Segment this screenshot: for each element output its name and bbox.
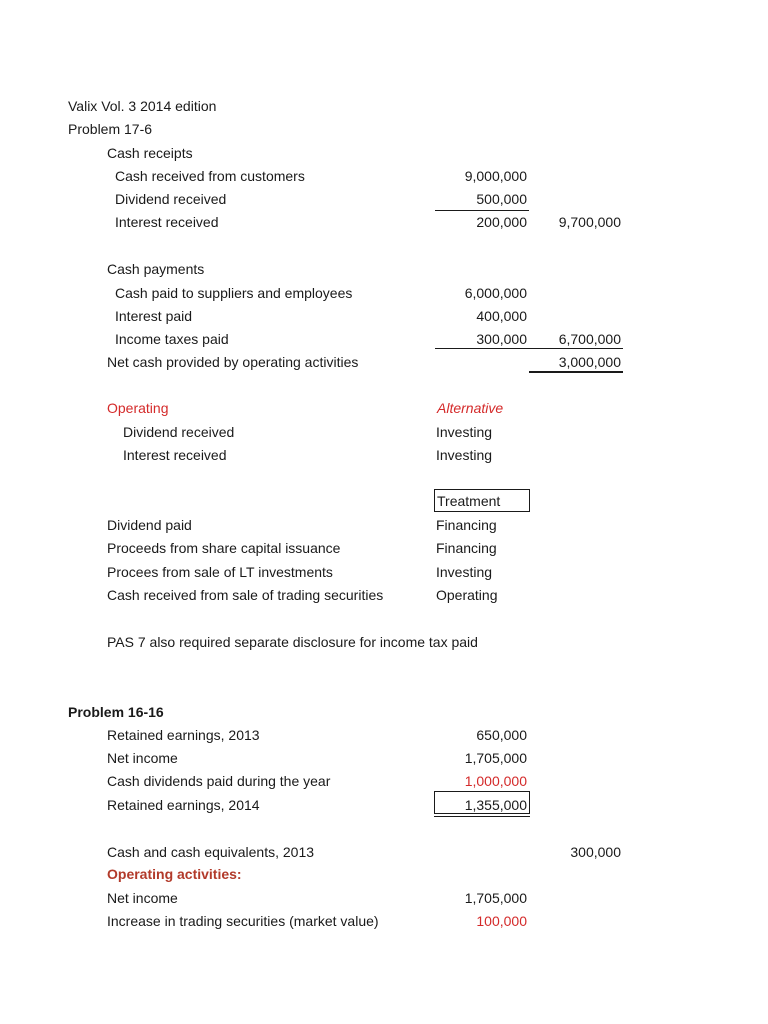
payments-total-rule (529, 348, 623, 349)
operating-heading: Operating (107, 400, 169, 416)
receipt-amount-dividend: 500,000 (476, 191, 527, 207)
re-amount-dividends: 1,000,000 (464, 773, 527, 789)
payment-amount-suppliers: 6,000,000 (464, 285, 527, 301)
payment-amount-taxes: 300,000 (476, 331, 527, 347)
op-amount-net-income: 1,705,000 (464, 890, 527, 906)
op-amount-trading-securities: 100,000 (476, 913, 527, 929)
re-label-dividends: Cash dividends paid during the year (107, 773, 331, 789)
payment-label-interest: Interest paid (115, 308, 193, 324)
problem-16-16-title: Problem 16-16 (68, 704, 164, 720)
pas7-note: PAS 7 also required separate disclosure for income tax paid (107, 634, 478, 650)
net-cash-rule (529, 371, 623, 373)
receipt-amount-customers: 9,000,000 (464, 168, 527, 184)
alternative-treatment-interest: Investing (436, 447, 493, 463)
re-label-net-income: Net income (107, 750, 178, 766)
treatment-label-trading-securities: Cash received from sale of trading securities (107, 587, 384, 603)
receipt-label-dividend: Dividend received (115, 191, 227, 207)
treatment-value-share-capital: Financing (436, 540, 497, 556)
treatment-heading: Treatment (437, 493, 501, 509)
operating-activities-heading: Operating activities: (107, 866, 242, 882)
re-label-2013: Retained earnings, 2013 (107, 727, 260, 743)
re-label-2014: Retained earnings, 2014 (107, 797, 260, 813)
net-cash-value: 3,000,000 (558, 354, 621, 370)
payment-label-taxes: Income taxes paid (115, 331, 229, 347)
payments-total: 6,700,000 (558, 331, 621, 347)
receipts-subtotal-rule (435, 210, 529, 211)
re-2014-double-rule (434, 816, 530, 817)
cash-equivalents-value: 300,000 (570, 844, 621, 860)
payment-label-suppliers: Cash paid to suppliers and employees (115, 285, 353, 301)
alternative-label-dividend: Dividend received (123, 424, 235, 440)
book-title: Valix Vol. 3 2014 edition (68, 98, 217, 114)
treatment-value-trading-securities: Operating (436, 587, 498, 603)
treatment-label-dividend-paid: Dividend paid (107, 517, 192, 533)
treatment-value-lt-investments: Investing (436, 564, 493, 580)
treatment-value-dividend-paid: Financing (436, 517, 497, 533)
re-amount-2013: 650,000 (476, 727, 527, 743)
treatment-label-lt-investments: Procees from sale of LT investments (107, 564, 333, 580)
cash-payments-heading: Cash payments (107, 261, 205, 277)
treatment-label-share-capital: Proceeds from share capital issuance (107, 540, 341, 556)
receipt-label-customers: Cash received from customers (115, 168, 305, 184)
receipts-total: 9,700,000 (558, 214, 621, 230)
problem-17-6-title: Problem 17-6 (68, 121, 153, 137)
net-cash-label: Net cash provided by operating activities (107, 354, 359, 370)
cash-receipts-heading: Cash receipts (107, 145, 193, 161)
op-label-trading-securities: Increase in trading securities (market value) (107, 913, 379, 929)
payment-amount-interest: 400,000 (476, 308, 527, 324)
re-amount-2014: 1,355,000 (464, 797, 527, 813)
alternative-treatment-dividend: Investing (436, 424, 493, 440)
receipt-amount-interest: 200,000 (476, 214, 527, 230)
payments-subtotal-rule (435, 348, 529, 349)
cash-equivalents-label: Cash and cash equivalents, 2013 (107, 844, 315, 860)
alternative-heading: Alternative (437, 400, 504, 416)
alternative-label-interest: Interest received (123, 447, 227, 463)
receipt-label-interest: Interest received (115, 214, 219, 230)
op-label-net-income: Net income (107, 890, 178, 906)
re-amount-net-income: 1,705,000 (464, 750, 527, 766)
